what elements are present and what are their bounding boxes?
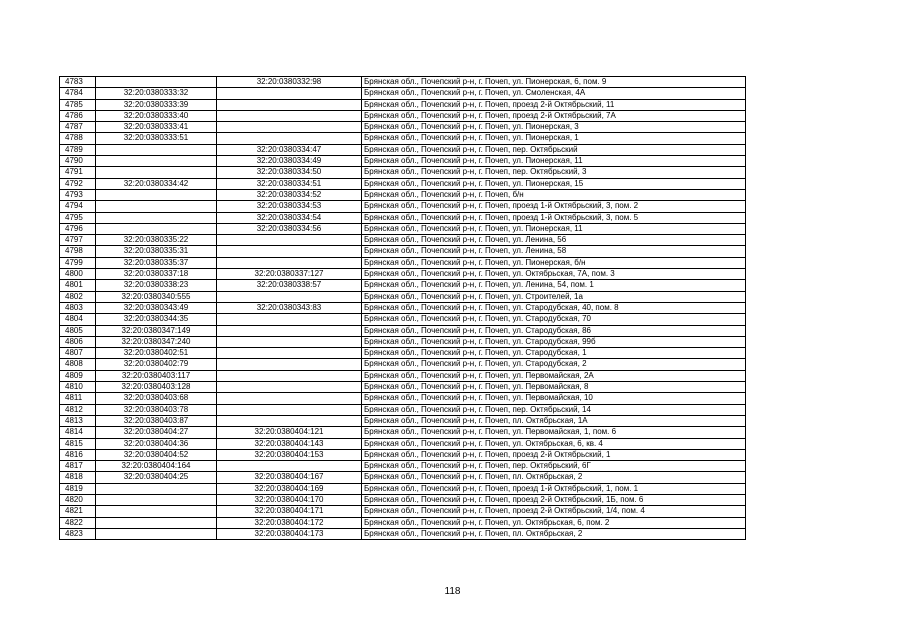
address-cell: Брянская обл., Почепский р-н, г. Почеп, пер. Октябрьский, 3 (362, 167, 746, 178)
address-cell: Брянская обл., Почепский р-н, г. Почеп, пер. Октябрьский, 6Г (362, 461, 746, 472)
cadastral-number-cell: 32:20:0380402:79 (96, 359, 217, 370)
row-number-cell: 4819 (60, 483, 96, 494)
related-cadastral-number-cell (217, 133, 362, 144)
address-cell: Брянская обл., Почепский р-н, г. Почеп, ул. Стародубская, 40, пом. 8 (362, 302, 746, 313)
row-number-cell: 4791 (60, 167, 96, 178)
related-cadastral-number-cell: 32:20:0380334:54 (217, 212, 362, 223)
address-cell: Брянская обл., Почепский р-н, г. Почеп, ул. Пионерская, 11 (362, 223, 746, 234)
address-cell: Брянская обл., Почепский р-н, г. Почеп, ул. Октябрьская, 6, кв. 4 (362, 438, 746, 449)
row-number-cell: 4823 (60, 528, 96, 539)
cadastral-number-cell (96, 483, 217, 494)
cadastral-number-cell (96, 156, 217, 167)
table-row (60, 133, 746, 144)
cadastral-number-cell (96, 223, 217, 234)
table-row (60, 257, 746, 268)
table-row (60, 370, 746, 381)
address-cell: Брянская обл., Почепский р-н, г. Почеп, проезд 2-й Октябрьский, 1Б, пом. 6 (362, 494, 746, 505)
cadastral-number-cell (96, 201, 217, 212)
table-row (60, 348, 746, 359)
address-cell: Брянская обл., Почепский р-н, г. Почеп, б/н (362, 189, 746, 200)
cadastral-number-cell: 32:20:0380343:49 (96, 302, 217, 313)
cadastral-number-cell: 32:20:0380335:37 (96, 257, 217, 268)
cadastral-number-cell: 32:20:0380335:22 (96, 235, 217, 246)
related-cadastral-number-cell: 32:20:0380404:171 (217, 506, 362, 517)
row-number-cell: 4797 (60, 235, 96, 246)
cadastral-number-cell: 32:20:0380404:52 (96, 449, 217, 460)
row-number-cell: 4795 (60, 212, 96, 223)
row-number-cell: 4802 (60, 291, 96, 302)
related-cadastral-number-cell: 32:20:0380332:98 (217, 77, 362, 88)
related-cadastral-number-cell: 32:20:0380404:143 (217, 438, 362, 449)
row-number-cell: 4810 (60, 382, 96, 393)
address-cell: Брянская обл., Почепский р-н, г. Почеп, ул. Октябрьская, 7А, пом. 3 (362, 269, 746, 280)
table-row (60, 88, 746, 99)
row-number-cell: 4799 (60, 257, 96, 268)
cadastral-number-cell (96, 189, 217, 200)
address-cell: Брянская обл., Почепский р-н, г. Почеп, ул. Октябрьская, 6, пом. 2 (362, 517, 746, 528)
address-cell: Брянская обл., Почепский р-н, г. Почеп, ул. Первомайская, 1, пом. 6 (362, 427, 746, 438)
cadastral-number-cell: 32:20:0380333:32 (96, 88, 217, 99)
address-cell: Брянская обл., Почепский р-н, г. Почеп, проезд 2-й Октябрьский, 1/4, пом. 4 (362, 506, 746, 517)
address-cell: Брянская обл., Почепский р-н, г. Почеп, ул. Пионерская, 11 (362, 156, 746, 167)
address-cell: Брянская обл., Почепский р-н, г. Почеп, ул. Строителей, 1а (362, 291, 746, 302)
related-cadastral-number-cell: 32:20:0380404:170 (217, 494, 362, 505)
address-cell: Брянская обл., Почепский р-н, г. Почеп, ул. Пионерская, 1 (362, 133, 746, 144)
address-cell: Брянская обл., Почепский р-н, г. Почеп, пл. Октябрьская, 2 (362, 528, 746, 539)
related-cadastral-number-cell (217, 110, 362, 121)
related-cadastral-number-cell (217, 393, 362, 404)
cadastral-number-cell (96, 144, 217, 155)
related-cadastral-number-cell (217, 336, 362, 347)
table-row (60, 404, 746, 415)
related-cadastral-number-cell: 32:20:0380334:52 (217, 189, 362, 200)
row-number-cell: 4801 (60, 280, 96, 291)
row-number-cell: 4787 (60, 122, 96, 133)
cadastral-number-cell (96, 506, 217, 517)
row-number-cell: 4813 (60, 415, 96, 426)
table-row (60, 325, 746, 336)
address-cell: Брянская обл., Почепский р-н, г. Почеп, ул. Пионерская, 15 (362, 178, 746, 189)
page-number: 118 (444, 586, 461, 597)
cadastral-number-cell: 32:20:0380404:36 (96, 438, 217, 449)
registry-table-body (60, 77, 746, 540)
cadastral-number-cell: 32:20:0380403:78 (96, 404, 217, 415)
related-cadastral-number-cell: 32:20:0380334:49 (217, 156, 362, 167)
related-cadastral-number-cell: 32:20:0380343:83 (217, 302, 362, 313)
row-number-cell: 4818 (60, 472, 96, 483)
table-row (60, 517, 746, 528)
address-cell: Брянская обл., Почепский р-н, г. Почеп, ул. Пионерская, 3 (362, 122, 746, 133)
cadastral-number-cell: 32:20:0380338:23 (96, 280, 217, 291)
table-row (60, 178, 746, 189)
address-cell: Брянская обл., Почепский р-н, г. Почеп, пл. Октябрьская, 1А (362, 415, 746, 426)
cadastral-number-cell: 32:20:0380403:117 (96, 370, 217, 381)
address-cell: Брянская обл., Почепский р-н, г. Почеп, ул. Первомайская, 10 (362, 393, 746, 404)
address-cell: Брянская обл., Почепский р-н, г. Почеп, проезд 1-й Октябрьский, 3, пом. 5 (362, 212, 746, 223)
cadastral-number-cell (96, 212, 217, 223)
cadastral-number-cell: 32:20:0380344:35 (96, 314, 217, 325)
table-row (60, 269, 746, 280)
related-cadastral-number-cell: 32:20:0380404:167 (217, 472, 362, 483)
table-row (60, 235, 746, 246)
row-number-cell: 4786 (60, 110, 96, 121)
table-row (60, 246, 746, 257)
related-cadastral-number-cell: 32:20:0380338:57 (217, 280, 362, 291)
address-cell: Брянская обл., Почепский р-н, г. Почеп, пер. Октябрьский (362, 144, 746, 155)
table-row (60, 291, 746, 302)
table-row (60, 359, 746, 370)
related-cadastral-number-cell (217, 325, 362, 336)
row-number-cell: 4796 (60, 223, 96, 234)
table-row (60, 438, 746, 449)
cadastral-number-cell (96, 528, 217, 539)
table-row (60, 393, 746, 404)
table-row (60, 167, 746, 178)
related-cadastral-number-cell: 32:20:0380404:172 (217, 517, 362, 528)
address-cell: Брянская обл., Почепский р-н, г. Почеп, ул. Первомайская, 2А (362, 370, 746, 381)
cadastral-number-cell: 32:20:0380404:164 (96, 461, 217, 472)
table-row (60, 415, 746, 426)
row-number-cell: 4807 (60, 348, 96, 359)
related-cadastral-number-cell: 32:20:0380404:169 (217, 483, 362, 494)
address-cell: Брянская обл., Почепский р-н, г. Почеп, ул. Стародубская, 99б (362, 336, 746, 347)
address-cell: Брянская обл., Почепский р-н, г. Почеп, ул. Ленина, 56 (362, 235, 746, 246)
address-cell: Брянская обл., Почепский р-н, г. Почеп, проезд 1-й Октябрьский, 3, пом. 2 (362, 201, 746, 212)
cadastral-number-cell: 32:20:0380334:42 (96, 178, 217, 189)
related-cadastral-number-cell: 32:20:0380334:50 (217, 167, 362, 178)
table-row (60, 302, 746, 313)
row-number-cell: 4798 (60, 246, 96, 257)
address-cell: Брянская обл., Почепский р-н, г. Почеп, проезд 2-й Октябрьский, 7А (362, 110, 746, 121)
cadastral-number-cell: 32:20:0380333:51 (96, 133, 217, 144)
cadastral-number-cell: 32:20:0380337:18 (96, 269, 217, 280)
cadastral-number-cell: 32:20:0380403:87 (96, 415, 217, 426)
row-number-cell: 4822 (60, 517, 96, 528)
row-number-cell: 4793 (60, 189, 96, 200)
row-number-cell: 4803 (60, 302, 96, 313)
address-cell: Брянская обл., Почепский р-н, г. Почеп, ул. Стародубская, 86 (362, 325, 746, 336)
table-row (60, 99, 746, 110)
table-row (60, 483, 746, 494)
related-cadastral-number-cell: 32:20:0380404:121 (217, 427, 362, 438)
address-cell: Брянская обл., Почепский р-н, г. Почеп, ул. Стародубская, 1 (362, 348, 746, 359)
related-cadastral-number-cell: 32:20:0380404:173 (217, 528, 362, 539)
cadastral-number-cell: 32:20:0380340:555 (96, 291, 217, 302)
address-cell: Брянская обл., Почепский р-н, г. Почеп, проезд 2-й Октябрьский, 1 (362, 449, 746, 460)
registry-table (59, 76, 746, 540)
row-number-cell: 4816 (60, 449, 96, 460)
table-row (60, 156, 746, 167)
row-number-cell: 4808 (60, 359, 96, 370)
cadastral-number-cell: 32:20:0380347:240 (96, 336, 217, 347)
row-number-cell: 4821 (60, 506, 96, 517)
table-row (60, 494, 746, 505)
cadastral-number-cell (96, 167, 217, 178)
row-number-cell: 4788 (60, 133, 96, 144)
table-row (60, 506, 746, 517)
row-number-cell: 4785 (60, 99, 96, 110)
table-row (60, 461, 746, 472)
related-cadastral-number-cell (217, 404, 362, 415)
table-row (60, 336, 746, 347)
row-number-cell: 4790 (60, 156, 96, 167)
cadastral-number-cell: 32:20:0380404:25 (96, 472, 217, 483)
table-row (60, 382, 746, 393)
table-row (60, 122, 746, 133)
related-cadastral-number-cell (217, 415, 362, 426)
table-row (60, 212, 746, 223)
address-cell: Брянская обл., Почепский р-н, г. Почеп, проезд 1-й Октябрьский, 1, пом. 1 (362, 483, 746, 494)
address-cell: Брянская обл., Почепский р-н, г. Почеп, пер. Октябрьский, 14 (362, 404, 746, 415)
address-cell: Брянская обл., Почепский р-н, г. Почеп, проезд 2-й Октябрьский, 11 (362, 99, 746, 110)
table-row (60, 427, 746, 438)
row-number-cell: 4817 (60, 461, 96, 472)
row-number-cell: 4794 (60, 201, 96, 212)
related-cadastral-number-cell (217, 235, 362, 246)
related-cadastral-number-cell: 32:20:0380334:47 (217, 144, 362, 155)
address-cell: Брянская обл., Почепский р-н, г. Почеп, ул. Ленина, 58 (362, 246, 746, 257)
related-cadastral-number-cell (217, 382, 362, 393)
table-row (60, 314, 746, 325)
address-cell: Брянская обл., Почепский р-н, г. Почеп, ул. Стародубская, 70 (362, 314, 746, 325)
row-number-cell: 4792 (60, 178, 96, 189)
related-cadastral-number-cell: 32:20:0380337:127 (217, 269, 362, 280)
row-number-cell: 4800 (60, 269, 96, 280)
cadastral-number-cell: 32:20:0380403:68 (96, 393, 217, 404)
related-cadastral-number-cell: 32:20:0380334:51 (217, 178, 362, 189)
related-cadastral-number-cell (217, 348, 362, 359)
table-row (60, 77, 746, 88)
related-cadastral-number-cell (217, 246, 362, 257)
related-cadastral-number-cell (217, 370, 362, 381)
cadastral-number-cell (96, 494, 217, 505)
cadastral-number-cell: 32:20:0380403:128 (96, 382, 217, 393)
address-cell: Брянская обл., Почепский р-н, г. Почеп, ул. Пионерская, б/н (362, 257, 746, 268)
table-row (60, 280, 746, 291)
cadastral-number-cell: 32:20:0380333:39 (96, 99, 217, 110)
address-cell: Брянская обл., Почепский р-н, г. Почеп, ул. Пионерская, 6, пом. 9 (362, 77, 746, 88)
table-row (60, 201, 746, 212)
cadastral-number-cell: 32:20:0380347:149 (96, 325, 217, 336)
row-number-cell: 4814 (60, 427, 96, 438)
cadastral-number-cell: 32:20:0380404:27 (96, 427, 217, 438)
address-cell: Брянская обл., Почепский р-н, г. Почеп, ул. Смоленская, 4А (362, 88, 746, 99)
cadastral-number-cell (96, 77, 217, 88)
row-number-cell: 4820 (60, 494, 96, 505)
related-cadastral-number-cell: 32:20:0380334:56 (217, 223, 362, 234)
table-row (60, 472, 746, 483)
related-cadastral-number-cell (217, 291, 362, 302)
table-row (60, 189, 746, 200)
related-cadastral-number-cell (217, 99, 362, 110)
related-cadastral-number-cell (217, 122, 362, 133)
row-number-cell: 4804 (60, 314, 96, 325)
related-cadastral-number-cell (217, 257, 362, 268)
related-cadastral-number-cell (217, 88, 362, 99)
row-number-cell: 4812 (60, 404, 96, 415)
cadastral-number-cell: 32:20:0380335:31 (96, 246, 217, 257)
address-cell: Брянская обл., Почепский р-н, г. Почеп, ул. Первомайская, 8 (362, 382, 746, 393)
related-cadastral-number-cell: 32:20:0380404:153 (217, 449, 362, 460)
cadastral-number-cell: 32:20:0380333:40 (96, 110, 217, 121)
row-number-cell: 4784 (60, 88, 96, 99)
related-cadastral-number-cell (217, 461, 362, 472)
address-cell: Брянская обл., Почепский р-н, г. Почеп, ул. Стародубская, 2 (362, 359, 746, 370)
address-cell: Брянская обл., Почепский р-н, г. Почеп, пл. Октябрьская, 2 (362, 472, 746, 483)
row-number-cell: 4805 (60, 325, 96, 336)
row-number-cell: 4789 (60, 144, 96, 155)
table-row (60, 110, 746, 121)
table-row (60, 223, 746, 234)
cadastral-number-cell: 32:20:0380402:51 (96, 348, 217, 359)
table-row (60, 449, 746, 460)
row-number-cell: 4809 (60, 370, 96, 381)
related-cadastral-number-cell (217, 314, 362, 325)
row-number-cell: 4806 (60, 336, 96, 347)
table-row (60, 528, 746, 539)
table-row (60, 144, 746, 155)
row-number-cell: 4811 (60, 393, 96, 404)
cadastral-number-cell (96, 517, 217, 528)
row-number-cell: 4783 (60, 77, 96, 88)
related-cadastral-number-cell: 32:20:0380334:53 (217, 201, 362, 212)
address-cell: Брянская обл., Почепский р-н, г. Почеп, ул. Ленина, 54, пом. 1 (362, 280, 746, 291)
cadastral-number-cell: 32:20:0380333:41 (96, 122, 217, 133)
row-number-cell: 4815 (60, 438, 96, 449)
related-cadastral-number-cell (217, 359, 362, 370)
